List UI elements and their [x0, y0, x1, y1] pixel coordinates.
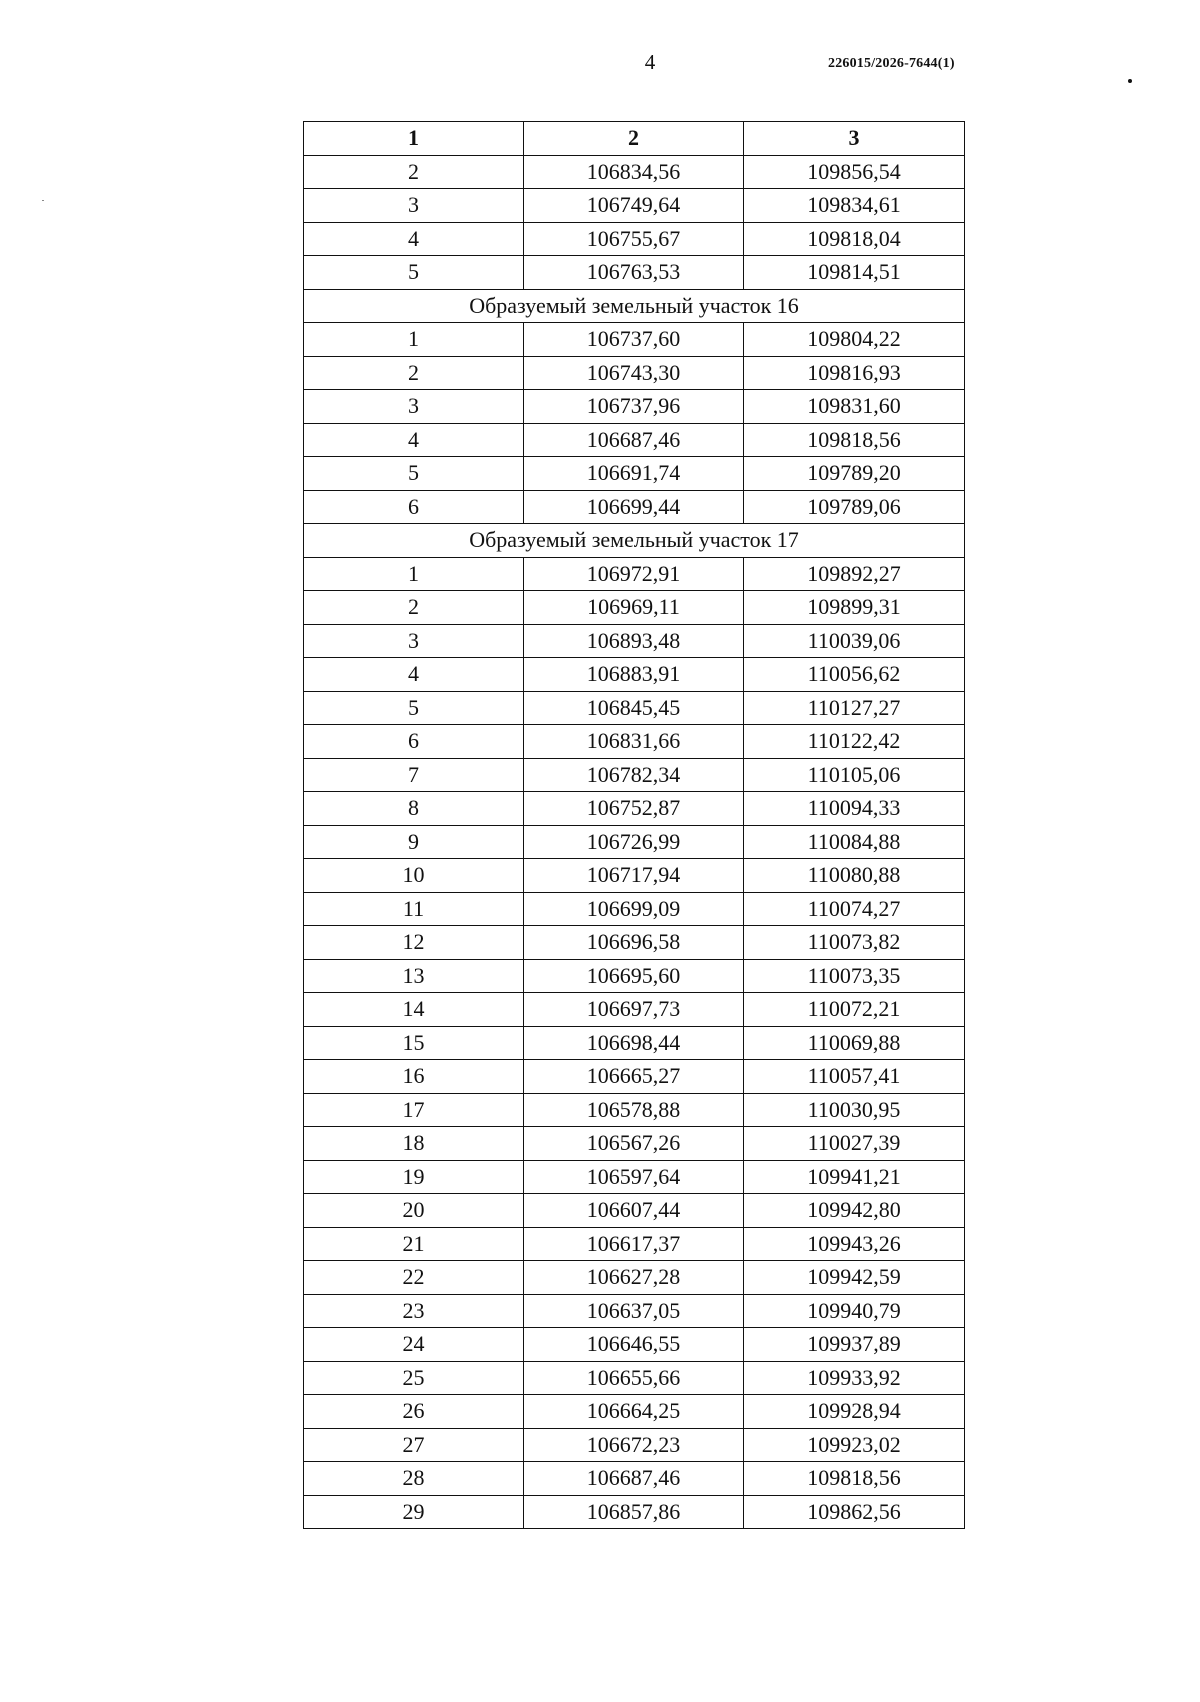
y-coordinate-cell: 110069,88: [744, 1026, 965, 1060]
point-number-cell: 8: [304, 792, 524, 826]
point-number-cell: 15: [304, 1026, 524, 1060]
x-coordinate-cell: 106672,23: [524, 1428, 744, 1462]
table-row: [304, 189, 965, 223]
column-header-point: 1: [304, 122, 524, 156]
y-coordinate-cell: 109831,60: [744, 390, 965, 424]
x-coordinate-cell: 106687,46: [524, 1462, 744, 1496]
point-number-cell: 9: [304, 825, 524, 859]
point-number-cell: 2: [304, 356, 524, 390]
y-coordinate-cell: 109818,56: [744, 1462, 965, 1496]
x-coordinate-cell: 106698,44: [524, 1026, 744, 1060]
scan-artifact-dot: [1128, 79, 1132, 83]
point-number-cell: 3: [304, 390, 524, 424]
x-coordinate-cell: 106695,60: [524, 959, 744, 993]
point-number-cell: 2: [304, 155, 524, 189]
y-coordinate-cell: 110105,06: [744, 758, 965, 792]
y-coordinate-cell: 109816,93: [744, 356, 965, 390]
y-coordinate-cell: 110074,27: [744, 892, 965, 926]
table-row: [304, 356, 965, 390]
table-row: [304, 1328, 965, 1362]
x-coordinate-cell: 106627,28: [524, 1261, 744, 1295]
point-number-cell: 1: [304, 323, 524, 357]
point-number-cell: 1: [304, 557, 524, 591]
x-coordinate-cell: 106687,46: [524, 423, 744, 457]
point-number-cell: 25: [304, 1361, 524, 1395]
table-row: [304, 155, 965, 189]
point-number-cell: 10: [304, 859, 524, 893]
point-number-cell: 5: [304, 457, 524, 491]
x-coordinate-cell: 106883,91: [524, 658, 744, 692]
point-number-cell: 4: [304, 658, 524, 692]
y-coordinate-cell: 110030,95: [744, 1093, 965, 1127]
point-number-cell: 19: [304, 1160, 524, 1194]
section-title: Образуемый земельный участок 17: [304, 524, 965, 558]
x-coordinate-cell: 106646,55: [524, 1328, 744, 1362]
y-coordinate-cell: 110057,41: [744, 1060, 965, 1094]
table-row: [304, 1227, 965, 1261]
table-row: [304, 1093, 965, 1127]
x-coordinate-cell: 106749,64: [524, 189, 744, 223]
x-coordinate-cell: 106697,73: [524, 993, 744, 1027]
x-coordinate-cell: 106737,96: [524, 390, 744, 424]
point-number-cell: 18: [304, 1127, 524, 1161]
y-coordinate-cell: 109789,06: [744, 490, 965, 524]
table-row: [304, 1060, 965, 1094]
point-number-cell: 24: [304, 1328, 524, 1362]
table-row: [304, 1428, 965, 1462]
table-row: [304, 658, 965, 692]
x-coordinate-cell: 106578,88: [524, 1093, 744, 1127]
table-row: [304, 1294, 965, 1328]
y-coordinate-cell: 110073,35: [744, 959, 965, 993]
x-coordinate-cell: 106665,27: [524, 1060, 744, 1094]
x-coordinate-cell: 106831,66: [524, 725, 744, 759]
point-number-cell: 11: [304, 892, 524, 926]
table-row: [304, 1026, 965, 1060]
y-coordinate-cell: 109933,92: [744, 1361, 965, 1395]
point-number-cell: 29: [304, 1495, 524, 1529]
table-row: [304, 423, 965, 457]
x-coordinate-cell: 106567,26: [524, 1127, 744, 1161]
y-coordinate-cell: 110094,33: [744, 792, 965, 826]
point-number-cell: 26: [304, 1395, 524, 1429]
table-row: [304, 1462, 965, 1496]
section-header-row: [304, 524, 965, 558]
point-number-cell: 22: [304, 1261, 524, 1295]
x-coordinate-cell: 106737,60: [524, 323, 744, 357]
y-coordinate-cell: 109942,59: [744, 1261, 965, 1295]
document-id: 226015/2026-7644(1): [828, 56, 955, 71]
table-row: [304, 256, 965, 290]
y-coordinate-cell: 109899,31: [744, 591, 965, 625]
y-coordinate-cell: 110072,21: [744, 993, 965, 1027]
x-coordinate-cell: 106845,45: [524, 691, 744, 725]
y-coordinate-cell: 109862,56: [744, 1495, 965, 1529]
table-row: [304, 591, 965, 625]
point-number-cell: 6: [304, 725, 524, 759]
table-row: [304, 1160, 965, 1194]
coordinates-table: [303, 121, 965, 1529]
x-coordinate-cell: 106664,25: [524, 1395, 744, 1429]
section-title: Образуемый земельный участок 16: [304, 289, 965, 323]
table-row: [304, 691, 965, 725]
y-coordinate-cell: 109942,80: [744, 1194, 965, 1228]
x-coordinate-cell: 106655,66: [524, 1361, 744, 1395]
column-header-y: 3: [744, 122, 965, 156]
point-number-cell: 2: [304, 591, 524, 625]
table-row: [304, 1361, 965, 1395]
y-coordinate-cell: 109804,22: [744, 323, 965, 357]
y-coordinate-cell: 109814,51: [744, 256, 965, 290]
y-coordinate-cell: 110122,42: [744, 725, 965, 759]
table-row: [304, 1495, 965, 1529]
y-coordinate-cell: 109818,56: [744, 423, 965, 457]
x-coordinate-cell: 106972,91: [524, 557, 744, 591]
y-coordinate-cell: 109818,04: [744, 222, 965, 256]
table-row: [304, 959, 965, 993]
table-row: [304, 1395, 965, 1429]
y-coordinate-cell: 109928,94: [744, 1395, 965, 1429]
table-row: [304, 1261, 965, 1295]
table-row: [304, 892, 965, 926]
section-header-row: [304, 289, 965, 323]
y-coordinate-cell: 109923,02: [744, 1428, 965, 1462]
table-row: [304, 1194, 965, 1228]
x-coordinate-cell: 106637,05: [524, 1294, 744, 1328]
y-coordinate-cell: 109943,26: [744, 1227, 965, 1261]
point-number-cell: 17: [304, 1093, 524, 1127]
table-row: [304, 457, 965, 491]
y-coordinate-cell: 109789,20: [744, 457, 965, 491]
point-number-cell: 5: [304, 691, 524, 725]
table-row: [304, 1127, 965, 1161]
x-coordinate-cell: 106893,48: [524, 624, 744, 658]
point-number-cell: 23: [304, 1294, 524, 1328]
point-number-cell: 5: [304, 256, 524, 290]
y-coordinate-cell: 110127,27: [744, 691, 965, 725]
table-row: [304, 490, 965, 524]
point-number-cell: 3: [304, 624, 524, 658]
y-coordinate-cell: 110027,39: [744, 1127, 965, 1161]
point-number-cell: 14: [304, 993, 524, 1027]
y-coordinate-cell: 109892,27: [744, 557, 965, 591]
x-coordinate-cell: 106726,99: [524, 825, 744, 859]
table-row: [304, 825, 965, 859]
x-coordinate-cell: 106969,11: [524, 591, 744, 625]
y-coordinate-cell: 109941,21: [744, 1160, 965, 1194]
y-coordinate-cell: 110084,88: [744, 825, 965, 859]
y-coordinate-cell: 109940,79: [744, 1294, 965, 1328]
table-row: [304, 758, 965, 792]
x-coordinate-cell: 106699,09: [524, 892, 744, 926]
point-number-cell: 16: [304, 1060, 524, 1094]
point-number-cell: 7: [304, 758, 524, 792]
table-row: [304, 390, 965, 424]
table-row: [304, 725, 965, 759]
table-row: [304, 557, 965, 591]
x-coordinate-cell: 106696,58: [524, 926, 744, 960]
y-coordinate-cell: 110056,62: [744, 658, 965, 692]
point-number-cell: 28: [304, 1462, 524, 1496]
point-number-cell: 6: [304, 490, 524, 524]
table-row: [304, 859, 965, 893]
point-number-cell: 4: [304, 423, 524, 457]
table-row: [304, 993, 965, 1027]
table-row: [304, 624, 965, 658]
x-coordinate-cell: 106691,74: [524, 457, 744, 491]
y-coordinate-cell: 110039,06: [744, 624, 965, 658]
table-header-row: [304, 122, 965, 156]
x-coordinate-cell: 106699,44: [524, 490, 744, 524]
point-number-cell: 21: [304, 1227, 524, 1261]
point-number-cell: 12: [304, 926, 524, 960]
y-coordinate-cell: 109856,54: [744, 155, 965, 189]
scan-artifact-speck: [42, 200, 44, 201]
table-row: [304, 323, 965, 357]
x-coordinate-cell: 106763,53: [524, 256, 744, 290]
x-coordinate-cell: 106617,37: [524, 1227, 744, 1261]
point-number-cell: 20: [304, 1194, 524, 1228]
y-coordinate-cell: 109834,61: [744, 189, 965, 223]
x-coordinate-cell: 106597,64: [524, 1160, 744, 1194]
x-coordinate-cell: 106607,44: [524, 1194, 744, 1228]
point-number-cell: 27: [304, 1428, 524, 1462]
point-number-cell: 4: [304, 222, 524, 256]
table-body: [304, 155, 965, 1529]
table-row: [304, 926, 965, 960]
x-coordinate-cell: 106782,34: [524, 758, 744, 792]
page-number: 4: [644, 50, 656, 74]
x-coordinate-cell: 106717,94: [524, 859, 744, 893]
point-number-cell: 13: [304, 959, 524, 993]
column-header-x: 2: [524, 122, 744, 156]
x-coordinate-cell: 106755,67: [524, 222, 744, 256]
point-number-cell: 3: [304, 189, 524, 223]
table-row: [304, 792, 965, 826]
y-coordinate-cell: 110080,88: [744, 859, 965, 893]
x-coordinate-cell: 106834,56: [524, 155, 744, 189]
y-coordinate-cell: 110073,82: [744, 926, 965, 960]
y-coordinate-cell: 109937,89: [744, 1328, 965, 1362]
x-coordinate-cell: 106857,86: [524, 1495, 744, 1529]
table-row: [304, 222, 965, 256]
x-coordinate-cell: 106752,87: [524, 792, 744, 826]
x-coordinate-cell: 106743,30: [524, 356, 744, 390]
